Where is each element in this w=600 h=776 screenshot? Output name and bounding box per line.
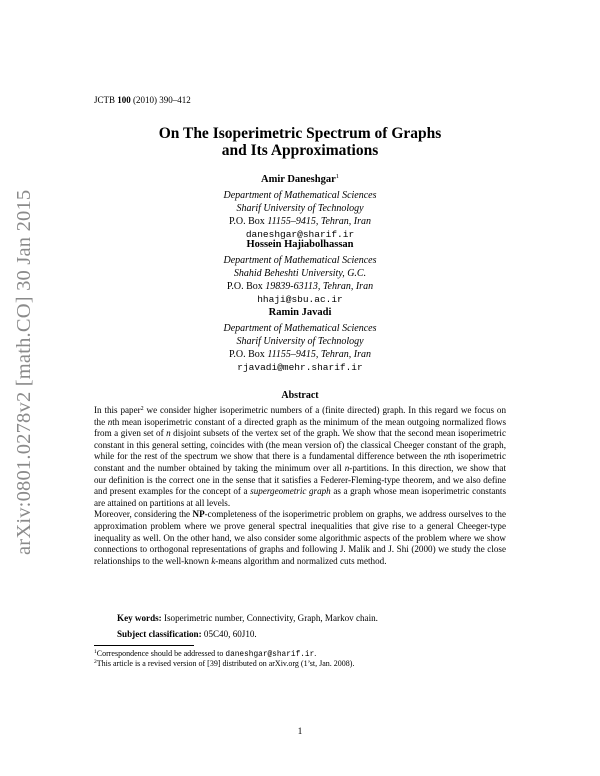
footnote-1: $^1$Correspondence should be addressed to daneshgar@sharif.ir. — [94, 649, 317, 659]
page-number: 1 — [297, 727, 303, 737]
footnote-mark: 1 — [335, 173, 339, 180]
author-block-3 — [100, 306, 500, 374]
subject-classification — [117, 629, 257, 639]
abstract-body — [94, 404, 506, 567]
footnote-rule — [94, 645, 194, 646]
author-university: Sharif University of Technology — [236, 336, 364, 347]
author-block-2 — [100, 238, 500, 306]
footnote-mark: 2 — [140, 406, 144, 412]
author-university: Shahid Beheshti University, G.C. — [233, 268, 367, 279]
subject-text: 05C40, 60J10. — [201, 629, 257, 639]
paper-title — [60, 125, 540, 159]
author-address: P.O. Box 19839-63113, Tehran, Iran — [226, 281, 374, 292]
abstract-paragraph-1: In this paper$^2$ we consider higher isoperimetric numbers of a (finite directed) graph. In this regard we focus on the nth mean isoperimetric constant of a directed graph as the minimum of the mean outgoing normalized flows from a given set of n disjoint subsets of the vertex set of the graph. We show that the second mean isoperimetric constant in this general setting, coincides with (the mean version of) the classical Cheeger constant of the graph, while for the rest of the spectrum we show that there is a fundamental difference between the nth isoperimetric constant and the number obtained by taking the minimum over all n-partitions. In this direction, we show that our definition is the correct one in the sense that it satisfies a Federer-Fleming-type theorem, and we also define and present examples for the concept of a supergeometric graph as a graph whose mean isoperimetric constants are attained on partitions at all levels. — [94, 405, 506, 508]
author-name: Hossein Hajiabolhassan — [246, 239, 354, 250]
author-university: Sharif University of Technology — [236, 203, 364, 214]
author-email[interactable]: rjavadi@mehr.sharif.ir — [237, 362, 363, 373]
author-department: Department of Mathematical Sciences — [223, 190, 377, 201]
journal-pages: (2010) 390–412 — [133, 95, 191, 105]
abstract-heading: Abstract — [281, 390, 319, 401]
journal-reference — [94, 95, 191, 105]
title-line-1: On The Isoperimetric Spectrum of Graphs — [158, 125, 442, 142]
author-email[interactable]: daneshgar@sharif.ir — [245, 229, 355, 240]
author-block-1 — [100, 170, 500, 241]
abstract-paragraph-2: Moreover, considering the NP-completeness of the isoperimetric problem on graphs, we address ourselves to the approximation problem where we prove general spectral inequalities that give rise to a general Cheeger-type inequality as well. On the other hand, we also consider some algorithmic aspects of the problem where we show connections to orthogonal representations of graphs and following J. Malik and J. Shi (2000) we study the close relationships to the well-known k-means algorithm and normalized cuts method. — [94, 509, 506, 566]
author-email[interactable]: hhaji@sbu.ac.ir — [257, 294, 343, 305]
author-address: P.O. Box 11155–9415, Tehran, Iran — [228, 216, 372, 227]
author-name: Amir Daneshgar$^1$ — [260, 173, 339, 185]
footnote-2: $^2$This article is a revised version of [39] distributed on arXiv.org (1’st, Jan. 2008). — [94, 659, 355, 668]
keywords — [117, 613, 378, 623]
keywords-label: Key words: — [117, 613, 162, 623]
journal-name: JCTB — [94, 95, 116, 105]
author-address: P.O. Box 11155–9415, Tehran, Iran — [228, 349, 372, 360]
subject-label: Subject classification: — [117, 629, 202, 639]
title-line-2: and Its Approximations — [221, 142, 379, 159]
journal-volume: 100 — [117, 95, 131, 105]
author-department: Department of Mathematical Sciences — [223, 323, 377, 334]
keywords-text: Isoperimetric number, Connectivity, Graph, Markov chain. — [161, 613, 378, 623]
author-department: Department of Mathematical Sciences — [223, 255, 377, 266]
author-name: Ramin Javadi — [268, 307, 332, 318]
arxiv-identifier: arXiv:0801.0278v2 [math.CO] 30 Jan 2015 — [13, 189, 35, 555]
